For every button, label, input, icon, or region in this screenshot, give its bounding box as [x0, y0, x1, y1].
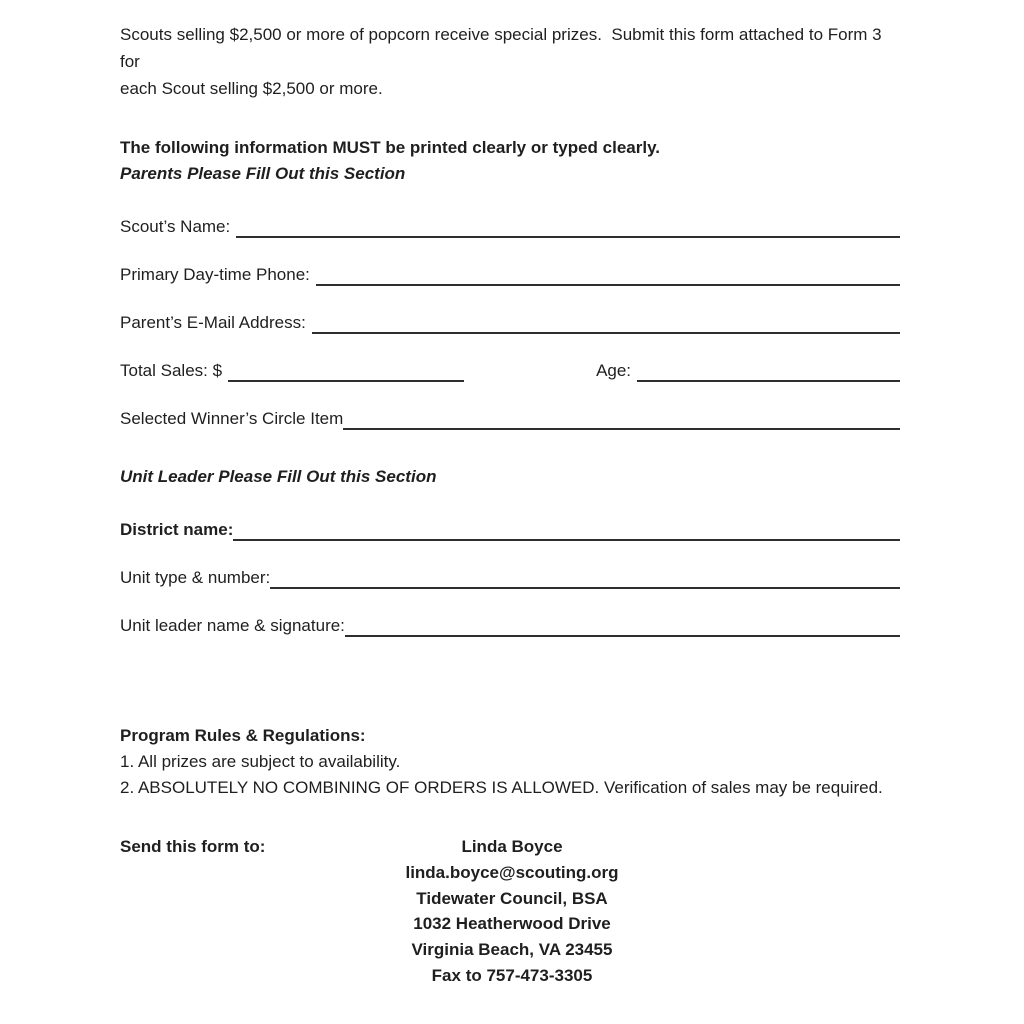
unit-leader-section-title: Unit Leader Please Fill Out this Section [120, 467, 437, 486]
district-name-blank-line [233, 521, 900, 541]
winners-circle-label: Selected Winner’s Circle Item [120, 409, 344, 428]
total-sales-label: Total Sales: $ [120, 361, 223, 380]
field-district-name [120, 519, 900, 541]
field-winners-circle-item [120, 408, 900, 430]
intro-line-2: each Scout selling $2,500 or more. [120, 79, 383, 98]
recipient-address-block [0, 834, 1024, 989]
print-clearly-instruction: The following information MUST be printed clearly or typed clearly. [120, 138, 660, 157]
send-to-section [120, 834, 900, 985]
field-parent-email [120, 312, 900, 334]
unit-type-number-blank-line [270, 569, 900, 589]
recipient-street: 1032 Heatherwood Drive [413, 914, 611, 934]
recipient-city-state-zip: Virginia Beach, VA 23455 [411, 940, 613, 960]
parents-section-title: Parents Please Fill Out this Section [120, 164, 406, 183]
parent-email-blank-line [312, 314, 900, 334]
recipient-fax: Fax to 757-473-3305 [431, 965, 593, 985]
unit-leader-signature-label: Unit leader name & signature: [120, 616, 345, 635]
daytime-phone-blank-line [316, 266, 900, 286]
rules-title: Program Rules & Regulations: [120, 726, 366, 745]
age-blank-line [637, 362, 900, 382]
winners-circle-blank-line [343, 410, 900, 430]
intro-line-1: Scouts selling $2,500 or more of popcorn receive special prizes. Submit this form attached to Form 3 for [120, 25, 887, 71]
total-sales-blank-line [228, 362, 464, 382]
rule-item-1: 1. All prizes are subject to availability. [120, 752, 401, 771]
send-to-label: Send this form to: [120, 837, 266, 856]
scout-name-label: Scout’s Name: [120, 217, 231, 236]
field-daytime-phone [120, 264, 900, 286]
scout-name-blank-line [236, 218, 900, 238]
daytime-phone-label: Primary Day-time Phone: [120, 265, 310, 284]
recipient-email: linda.boyce@scouting.org [405, 862, 619, 882]
parent-email-label: Parent’s E-Mail Address: [120, 313, 306, 332]
rule-item-2: 2. ABSOLUTELY NO COMBINING OF ORDERS IS ALLOWED. Verification of sales may be required. [120, 778, 883, 797]
intro-paragraph [120, 21, 900, 102]
unit-type-number-label: Unit type & number: [120, 568, 271, 587]
recipient-name: Linda Boyce [461, 837, 563, 856]
field-total-sales-and-age [120, 360, 900, 382]
field-unit-type-number [120, 567, 900, 589]
field-scout-name [120, 216, 900, 238]
age-label: Age: [596, 361, 632, 380]
recipient-council: Tidewater Council, BSA [416, 888, 608, 908]
field-unit-leader-signature [120, 615, 900, 637]
district-name-label: District name: [120, 520, 234, 539]
unit-leader-signature-blank-line [345, 617, 900, 637]
